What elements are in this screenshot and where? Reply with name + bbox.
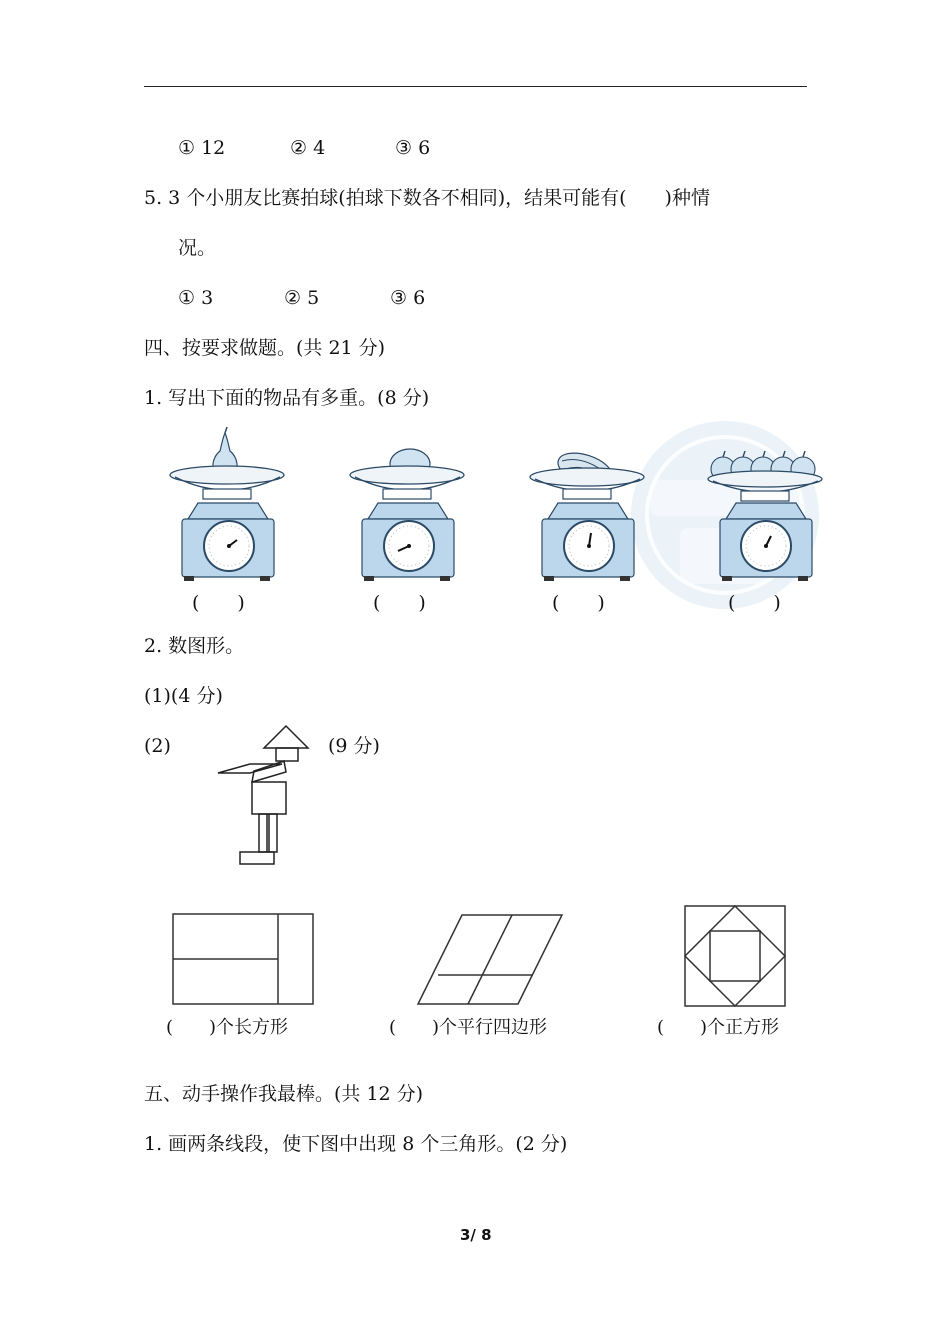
figure-rectangles: [172, 913, 315, 1007]
q5-option-1: ① 3: [178, 287, 214, 309]
q5-option-3: ③ 6: [390, 287, 426, 309]
answer-blank-pear[interactable]: ( ): [192, 592, 245, 614]
section4-q2-part2-score: (9 分): [328, 735, 380, 757]
figure-rectangles-label: ( )个长方形: [166, 1017, 289, 1038]
section4-q2-part2: (2): [144, 735, 171, 757]
section4-title: 四、按要求做题。(共 21 分): [144, 337, 386, 359]
q4-option-3: ③ 6: [395, 137, 431, 159]
figure-squares: [684, 905, 786, 1007]
header-rule: [144, 86, 807, 87]
answer-blank-apples[interactable]: ( ): [728, 592, 781, 614]
figure-squares-label: ( )个正方形: [657, 1017, 780, 1038]
q5-option-2: ② 5: [284, 287, 320, 309]
page-number: 3/ 8: [460, 1226, 492, 1244]
section4-q1-prompt: 1. 写出下面的物品有多重。(8 分): [144, 387, 430, 409]
q4-option-1: ① 12: [178, 137, 226, 159]
section5-title: 五、动手操作我最棒。(共 12 分): [144, 1083, 424, 1105]
q5-text-line1: 5. 3 个小朋友比赛拍球(拍球下数各不相同)，结果可能有( )种情: [144, 187, 710, 209]
scale-apples: [705, 425, 830, 583]
section4-q2-part1: (1)(4 分): [144, 685, 223, 707]
answer-blank-egg[interactable]: ( ): [373, 592, 426, 614]
scale-pear: [170, 425, 290, 583]
figure-parallelograms: [416, 913, 564, 1007]
shapes-robot-figure: [214, 724, 314, 869]
q4-option-2: ② 4: [290, 137, 326, 159]
q5-text-line2: 况。: [178, 237, 217, 259]
scale-cabbage: [530, 425, 650, 583]
section4-q2-prompt: 2. 数图形。: [144, 635, 245, 657]
section5-q1-prompt: 1. 画两条线段，使下图中出现 8 个三角形。(2 分): [144, 1133, 568, 1155]
answer-blank-cabbage[interactable]: ( ): [552, 592, 605, 614]
figure-parallelograms-label: ( )个平行四边形: [389, 1017, 548, 1038]
scale-egg: [350, 425, 470, 583]
